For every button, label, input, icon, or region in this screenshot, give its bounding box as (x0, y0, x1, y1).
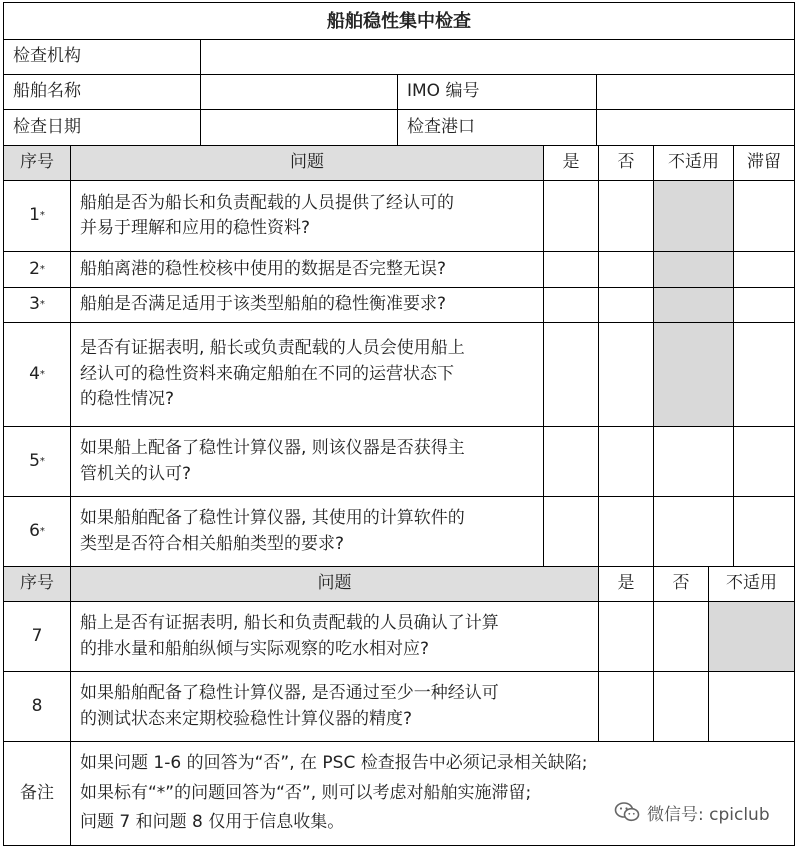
question-line: 是否有证据表明, 船长或负责配载的人员会使用船上 (80, 338, 465, 359)
t1-row3-question (70, 287, 544, 323)
t1-row2-not-applicable (653, 251, 734, 288)
t1-header-detention: 滞留 (733, 145, 795, 181)
question-line: 如果船舶配备了稳性计算仪器, 其使用的计算软件的 (80, 508, 465, 528)
t1-header-yes: 是 (543, 145, 599, 181)
field-inspection-port[interactable] (596, 109, 795, 146)
question-line: 并易于理解和应用的稳性资料? (80, 218, 311, 238)
t1-header-question: 问题 (70, 145, 544, 181)
t2-row7-no: 7 (3, 601, 71, 672)
t1-row1-yes[interactable] (543, 180, 599, 252)
t1-header-not-applicable: 不适用 (653, 145, 734, 181)
t1-row4-no-answer[interactable] (598, 322, 654, 427)
t1-row1-no: 1 * (3, 180, 71, 252)
t1-row5-not-applicable[interactable] (653, 426, 734, 497)
t2-row7-not-applicable (708, 601, 795, 672)
label-inspection-org: 检查机构 (3, 39, 201, 75)
t1-row6-not-applicable[interactable] (653, 496, 734, 567)
t2-row7-question (70, 601, 599, 672)
notes-label: 备注 (3, 741, 71, 846)
t1-row2-detention[interactable] (733, 251, 795, 288)
t1-row2-yes[interactable] (543, 251, 599, 288)
t2-row8-no-answer[interactable] (653, 671, 709, 742)
t1-row6-question (70, 496, 544, 567)
t1-row1-no-answer[interactable] (598, 180, 654, 252)
watermark (614, 797, 770, 827)
t1-row6-no: 6 * (3, 496, 71, 567)
form-title: 船舶稳性集中检查 (3, 2, 795, 40)
note-line: 如果标有“*”的问题回答为“否”, 则可以考虑对船舶实施滞留; (80, 782, 532, 803)
t2-row7-no-answer[interactable] (653, 601, 709, 672)
question-line: 类型是否符合相关船舶类型的要求? (80, 533, 345, 554)
note-line: 如果问题 1-6 的回答为“否”, 在 PSC 检查报告中必须记录相关缺陷; (80, 752, 588, 773)
wechat-icon (614, 801, 640, 823)
t1-row2-no: 2 * (3, 251, 71, 288)
stability-checklist (3, 2, 795, 846)
t1-row4-no: 4 * (3, 322, 71, 427)
t1-row6-detention[interactable] (733, 496, 795, 567)
question-line: 如果船舶配备了稳性计算仪器, 是否通过至少一种经认可 (80, 683, 499, 703)
t1-row6-no-answer[interactable] (598, 496, 654, 567)
question-line: 管机关的认可? (80, 463, 192, 484)
watermark-text: 微信号: cpiclub (647, 804, 770, 825)
t1-row3-yes[interactable] (543, 287, 599, 323)
t2-header-yes: 是 (598, 566, 654, 602)
t1-row2-no-answer[interactable] (598, 251, 654, 288)
question-line: 船舶是否满足适用于该类型船舶的稳性衡准要求? (80, 294, 447, 315)
t2-row7-yes[interactable] (598, 601, 654, 672)
t1-row1-not-applicable (653, 180, 734, 252)
row-number: 6 (29, 520, 40, 541)
field-inspection-date[interactable] (200, 109, 398, 146)
t1-row5-question (70, 426, 544, 497)
field-inspection-org[interactable] (200, 39, 795, 75)
row-number: 3 (29, 294, 40, 315)
t1-row3-no-answer[interactable] (598, 287, 654, 323)
t1-row3-not-applicable (653, 287, 734, 323)
question-line: 船舶是否为船长和负责配载的人员提供了经认可的 (80, 192, 454, 213)
t2-header-question: 问题 (70, 566, 599, 602)
t2-row8-yes[interactable] (598, 671, 654, 742)
t1-row4-question (70, 322, 544, 427)
t1-row4-detention[interactable] (733, 322, 795, 427)
t1-row1-detention[interactable] (733, 180, 795, 252)
question-line: 的排水量和船舶纵倾与实际观察的吃水相对应? (80, 638, 430, 659)
t2-row8-question (70, 671, 599, 742)
t2-row8-not-applicable[interactable] (708, 671, 795, 742)
t2-header-no: 序号 (3, 566, 71, 602)
t1-header-no: 序号 (3, 145, 71, 181)
question-line: 的测试状态来定期校验稳性计算仪器的精度? (80, 708, 413, 729)
question-line: 经认可的稳性资料来确定船舶在不同的运营状态下 (80, 363, 454, 384)
label-ship-name: 船舶名称 (3, 74, 201, 110)
t1-row3-no: 3 * (3, 287, 71, 323)
question-line: 的稳性情况? (80, 389, 175, 410)
t1-row5-detention[interactable] (733, 426, 795, 497)
label-imo-number: IMO 编号 (397, 74, 597, 110)
label-inspection-date: 检查日期 (3, 109, 201, 146)
t1-row1-question (70, 180, 544, 252)
row-number: 2 (29, 258, 40, 279)
t1-row2-question (70, 251, 544, 288)
row-number: 5 (29, 450, 40, 471)
t2-row8-no: 8 (3, 671, 71, 742)
row-number: 1 (29, 205, 40, 226)
t1-row4-not-applicable (653, 322, 734, 427)
t2-header-no-answer: 否 (653, 566, 709, 602)
row-number: 4 (29, 363, 40, 384)
t1-row6-yes[interactable] (543, 496, 599, 567)
notes-body (70, 741, 795, 846)
t1-row5-no: 5 * (3, 426, 71, 497)
question-line: 船舶离港的稳性校核中使用的数据是否完整无误? (80, 258, 447, 279)
t1-row4-yes[interactable] (543, 322, 599, 427)
t1-row3-detention[interactable] (733, 287, 795, 323)
field-imo-number[interactable] (596, 74, 795, 110)
question-line: 如果船上配备了稳性计算仪器, 则该仪器是否获得主 (80, 438, 465, 458)
t1-header-no-answer: 否 (598, 145, 654, 181)
label-inspection-port: 检查港口 (397, 109, 597, 146)
t1-row5-no-answer[interactable] (598, 426, 654, 497)
t1-row5-yes[interactable] (543, 426, 599, 497)
question-line: 船上是否有证据表明, 船长和负责配载的人员确认了计算 (80, 613, 499, 633)
field-ship-name[interactable] (200, 74, 398, 110)
t2-header-not-applicable: 不适用 (708, 566, 795, 602)
note-line: 问题 7 和问题 8 仅用于信息收集。 (80, 812, 345, 833)
